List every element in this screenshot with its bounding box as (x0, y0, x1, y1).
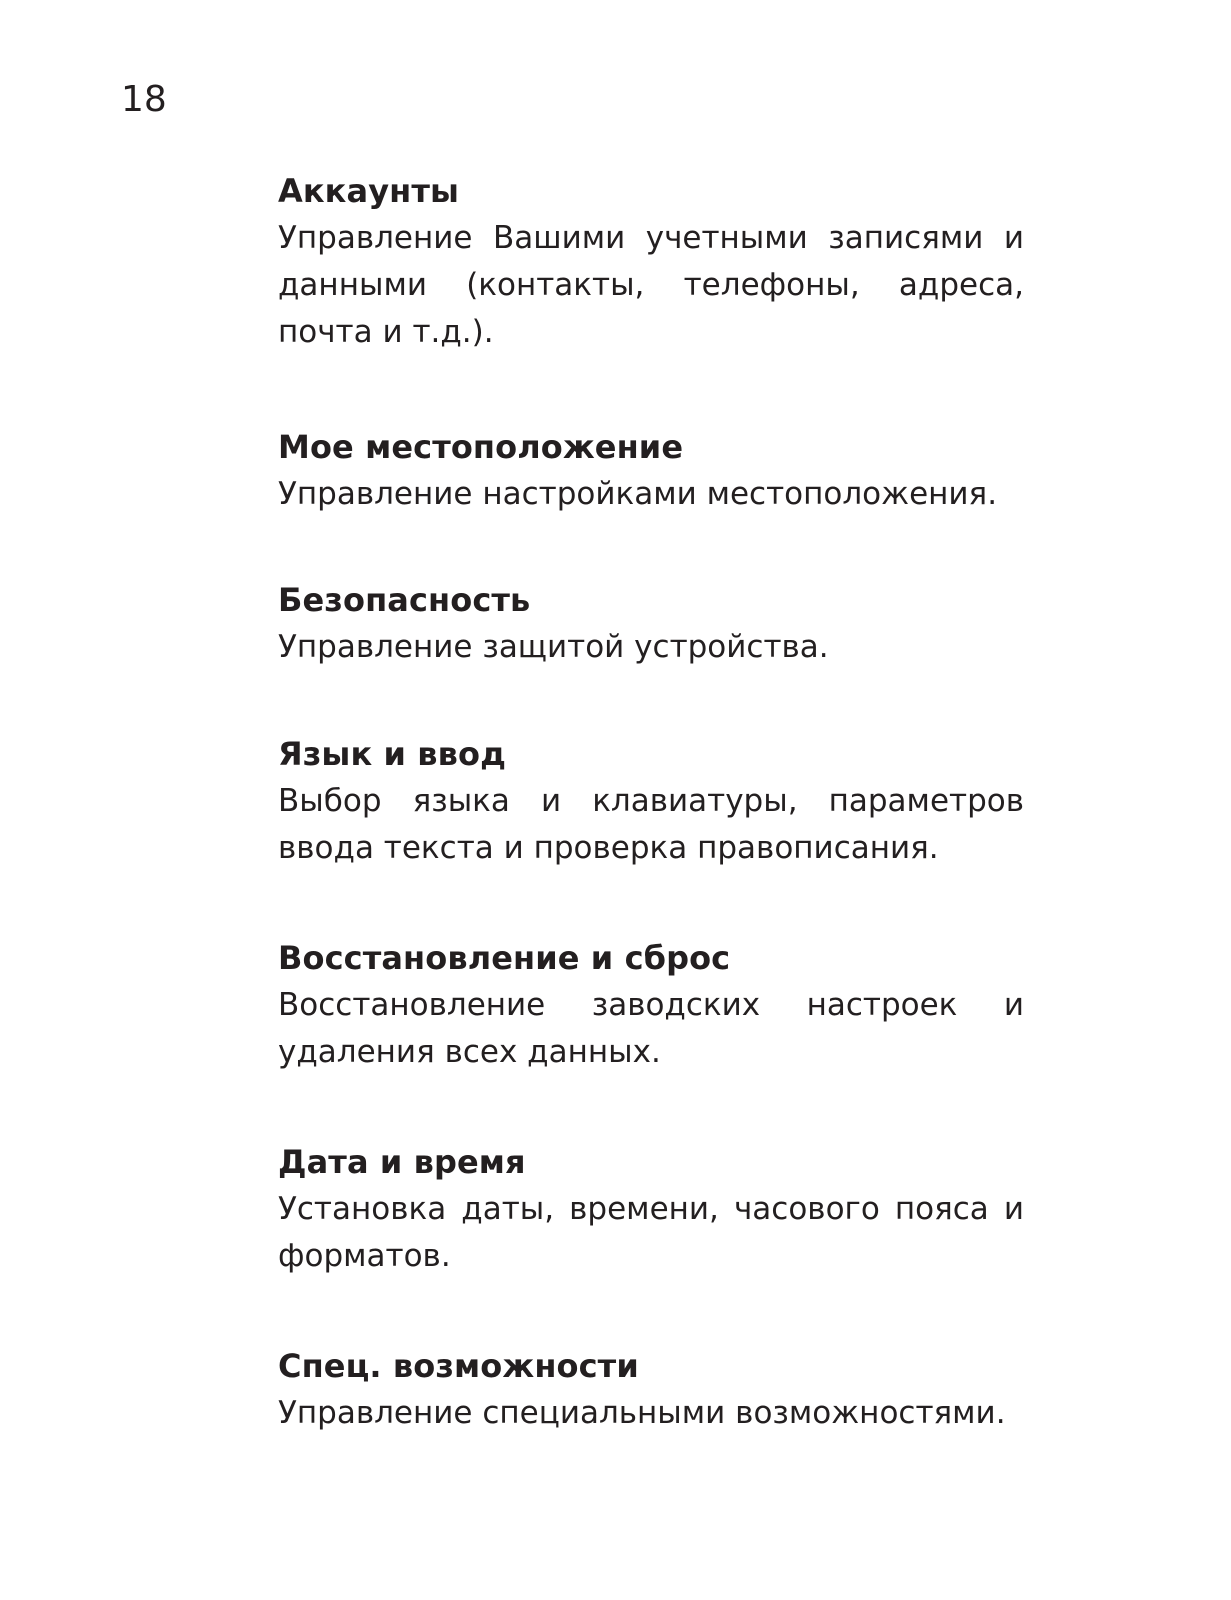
section-description: Управление защитой устройства. (278, 629, 829, 665)
section-title: Мое местоположение (278, 428, 684, 466)
page-number: 18 (121, 79, 167, 120)
section-security (278, 577, 1024, 671)
section-description: Управление специальными возможностями. (278, 1395, 1006, 1431)
section-accessibility (278, 1343, 1024, 1437)
section-title: Аккаунты (278, 172, 460, 210)
section-description: Восстановление заводских настроек и удаления всех данных. (278, 987, 1024, 1070)
section-title: Язык и ввод (278, 735, 507, 773)
section-language-input (278, 731, 1024, 872)
section-accounts (278, 168, 1024, 356)
section-description: Установка даты, времени, часового пояса и форматов. (278, 1191, 1024, 1274)
section-title: Безопасность (278, 581, 531, 619)
section-title: Дата и время (278, 1143, 526, 1181)
section-date-time (278, 1139, 1024, 1280)
section-title: Спец. возможности (278, 1347, 639, 1385)
section-description: Управление Вашими учетными записями и данными (контакты, телефоны, адреса, почта и т.д.). (278, 220, 1024, 350)
section-my-location (278, 424, 1024, 518)
section-backup-reset (278, 935, 1024, 1076)
section-description: Выбор языка и клавиатуры, параметров ввода текста и проверка правописания. (278, 783, 1024, 866)
section-description: Управление настройками местоположения. (278, 476, 998, 512)
section-title: Восстановление и сброс (278, 939, 731, 977)
